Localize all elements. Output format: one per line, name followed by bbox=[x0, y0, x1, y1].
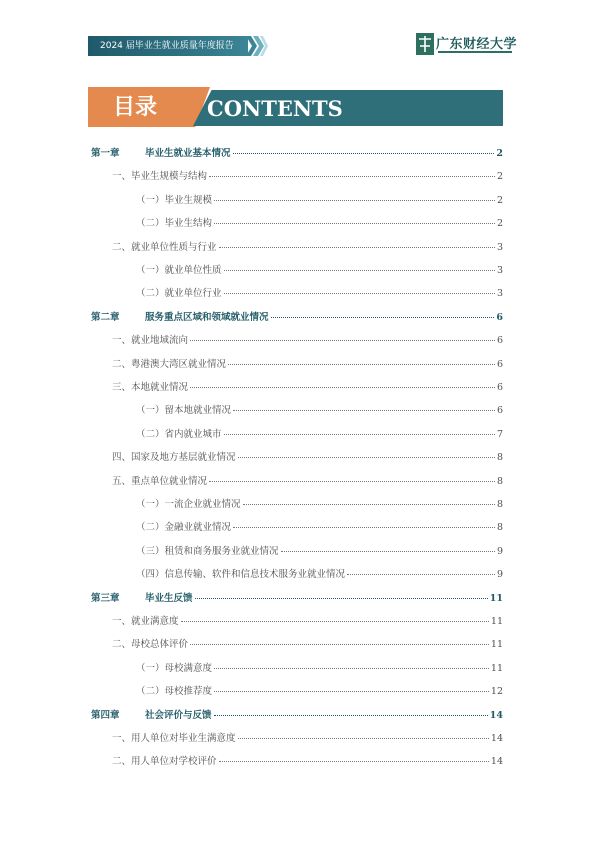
toc-entry-label: 四、国家及地方基层就业情况 bbox=[112, 452, 236, 464]
toc-leader-dots bbox=[219, 247, 495, 248]
toc-entry[interactable] bbox=[112, 616, 503, 628]
toc-entry[interactable] bbox=[136, 288, 503, 300]
toc-entry-label: 一、就业地域流向 bbox=[112, 335, 189, 347]
toc-leader-dots bbox=[224, 293, 495, 294]
toc-entry-label: （三）租赁和商务服务业就业情况 bbox=[136, 545, 279, 557]
toc-leader-dots bbox=[347, 574, 495, 575]
toc-page-number: 6 bbox=[496, 335, 503, 347]
toc-entry-label: （一）留本地就业情况 bbox=[136, 405, 232, 417]
toc-leader-dots bbox=[271, 317, 495, 318]
toc-entry[interactable] bbox=[136, 499, 503, 511]
toc-chapter-number: 第一章 bbox=[91, 148, 120, 159]
toc-page-number: 8 bbox=[496, 452, 503, 464]
toc-chapter-entry[interactable] bbox=[91, 312, 503, 324]
toc-page-number: 9 bbox=[496, 545, 503, 557]
toc-entry-label: （二）母校推荐度 bbox=[136, 686, 213, 698]
toc-entry[interactable] bbox=[136, 429, 503, 441]
toc-entry[interactable] bbox=[136, 569, 503, 581]
toc-leader-dots bbox=[228, 364, 495, 365]
toc-page-number: 2 bbox=[496, 148, 503, 159]
toc-entry[interactable] bbox=[112, 382, 503, 394]
toc-entry[interactable] bbox=[112, 171, 503, 183]
toc-page-number: 6 bbox=[496, 405, 503, 417]
toc-page-number: 2 bbox=[496, 171, 503, 183]
toc-entry[interactable] bbox=[112, 756, 503, 768]
toc-entry-label: 一、用人单位对毕业生满意度 bbox=[112, 733, 236, 744]
university-name: 广东财经大学 bbox=[436, 37, 518, 52]
toc-entry[interactable] bbox=[112, 733, 503, 745]
toc-leader-dots bbox=[214, 223, 495, 224]
toc-entry[interactable] bbox=[136, 546, 503, 558]
toc-entry-label: 二、母校总体评价 bbox=[112, 639, 189, 651]
toc-page-number: 8 bbox=[496, 475, 503, 487]
toc-entry[interactable] bbox=[136, 663, 503, 675]
report-title: 2024 届毕业生就业质量年度报告 bbox=[100, 41, 234, 51]
toc-entry[interactable] bbox=[136, 265, 503, 277]
toc-page-number: 8 bbox=[496, 522, 503, 534]
toc-entry-label: 三、本地就业情况 bbox=[112, 382, 189, 393]
toc-page-number: 6 bbox=[496, 382, 503, 393]
toc-entry[interactable] bbox=[112, 452, 503, 464]
toc-entry-label: 毕业生就业基本情况 bbox=[145, 148, 231, 159]
toc-leader-dots bbox=[190, 340, 495, 341]
toc-leader-dots bbox=[224, 434, 495, 435]
toc-entry[interactable] bbox=[136, 686, 503, 698]
toc-page-number: 6 bbox=[496, 311, 503, 323]
toc-leader-dots bbox=[224, 270, 495, 271]
toc-leader-dots bbox=[238, 738, 489, 739]
toc-page-number: 11 bbox=[490, 662, 503, 674]
chevron-arrows-icon bbox=[246, 36, 268, 56]
toc-page-number: 2 bbox=[496, 218, 503, 230]
toc-leader-dots bbox=[243, 504, 495, 505]
toc-entry[interactable] bbox=[112, 242, 503, 254]
toc-entry[interactable] bbox=[112, 335, 503, 347]
toc-entry[interactable] bbox=[136, 218, 503, 230]
toc-entry-label: 二、就业单位性质与行业 bbox=[112, 241, 217, 253]
toc-entry-label: 一、就业满意度 bbox=[112, 616, 179, 627]
toc-leader-dots bbox=[233, 527, 495, 528]
toc-entry[interactable] bbox=[136, 195, 503, 207]
toc-page-number: 12 bbox=[490, 686, 503, 698]
toc-entry-label: 毕业生反馈 bbox=[145, 592, 193, 604]
toc-entry-label: （一）母校满意度 bbox=[136, 662, 213, 674]
toc-chapter-number: 第三章 bbox=[91, 592, 120, 604]
toc-leader-dots bbox=[209, 481, 495, 482]
toc-entry-label: 服务重点区域和领域就业情况 bbox=[145, 311, 269, 323]
toc-entry-label: 二、粤港澳大湾区就业情况 bbox=[112, 358, 227, 370]
toc-page-number: 14 bbox=[489, 709, 503, 721]
toc-entry-label: 一、毕业生规模与结构 bbox=[112, 171, 208, 183]
toc-entry-label: （一）毕业生规模 bbox=[136, 194, 213, 206]
toc-chapter-entry[interactable] bbox=[91, 593, 503, 605]
toc-chapter-entry[interactable] bbox=[91, 710, 503, 722]
toc-page-number: 14 bbox=[490, 756, 503, 768]
toc-entry[interactable] bbox=[112, 476, 503, 488]
toc-page-number: 7 bbox=[496, 428, 503, 440]
page-title-english: CONTENTS bbox=[207, 96, 343, 121]
toc-page-number: 2 bbox=[496, 194, 503, 206]
toc-chapter-entry[interactable] bbox=[91, 148, 503, 160]
toc-leader-dots bbox=[238, 457, 495, 458]
toc-leader-dots bbox=[214, 691, 489, 692]
toc-leader-dots bbox=[281, 551, 495, 552]
toc-page-number: 11 bbox=[490, 639, 503, 651]
toc-entry[interactable] bbox=[136, 405, 503, 417]
toc-entry-label: （一）一流企业就业情况 bbox=[136, 499, 241, 510]
toc-page-number: 3 bbox=[496, 288, 503, 300]
toc-entry-label: 二、用人单位对学校评价 bbox=[112, 756, 217, 768]
toc-leader-dots bbox=[209, 176, 495, 177]
toc-chapter-number: 第二章 bbox=[91, 311, 120, 323]
toc-page-number: 3 bbox=[496, 265, 503, 276]
toc-leader-dots bbox=[190, 644, 489, 645]
page-title-chinese: 目录 bbox=[113, 95, 158, 120]
toc-entry-label: （二）毕业生结构 bbox=[136, 218, 213, 230]
toc-page-number: 9 bbox=[496, 569, 503, 581]
toc-leader-dots bbox=[190, 387, 495, 388]
toc-entry-label: （一）就业单位性质 bbox=[136, 265, 222, 276]
toc-entry-label: （二）金融业就业情况 bbox=[136, 522, 232, 534]
toc-page-number: 11 bbox=[490, 616, 503, 627]
toc-leader-dots bbox=[219, 761, 489, 762]
toc-leader-dots bbox=[233, 410, 495, 411]
toc-leader-dots bbox=[233, 153, 495, 154]
toc-page-number: 8 bbox=[496, 499, 503, 510]
toc-leader-dots bbox=[214, 200, 495, 201]
toc-entry-label: （二）就业单位行业 bbox=[136, 288, 222, 300]
toc-page-number: 3 bbox=[496, 241, 503, 253]
toc-entry-label: 社会评价与反馈 bbox=[145, 709, 212, 721]
toc-entry[interactable] bbox=[112, 359, 503, 371]
toc-entry[interactable] bbox=[136, 522, 503, 534]
toc-page-number: 11 bbox=[489, 592, 503, 604]
toc-page-number: 6 bbox=[496, 358, 503, 370]
toc-page-number: 14 bbox=[490, 733, 503, 744]
toc-leader-dots bbox=[181, 621, 489, 622]
toc-entry[interactable] bbox=[112, 639, 503, 651]
toc-entry-label: 五、重点单位就业情况 bbox=[112, 475, 208, 487]
toc-chapter-number: 第四章 bbox=[91, 709, 120, 721]
toc-entry-label: （四）信息传输、软件和信息技术服务业就业情况 bbox=[136, 569, 346, 581]
toc-leader-dots bbox=[195, 598, 488, 599]
toc-leader-dots bbox=[214, 668, 489, 669]
toc-leader-dots bbox=[214, 715, 488, 716]
toc-entry-label: （二）省内就业城市 bbox=[136, 428, 222, 440]
